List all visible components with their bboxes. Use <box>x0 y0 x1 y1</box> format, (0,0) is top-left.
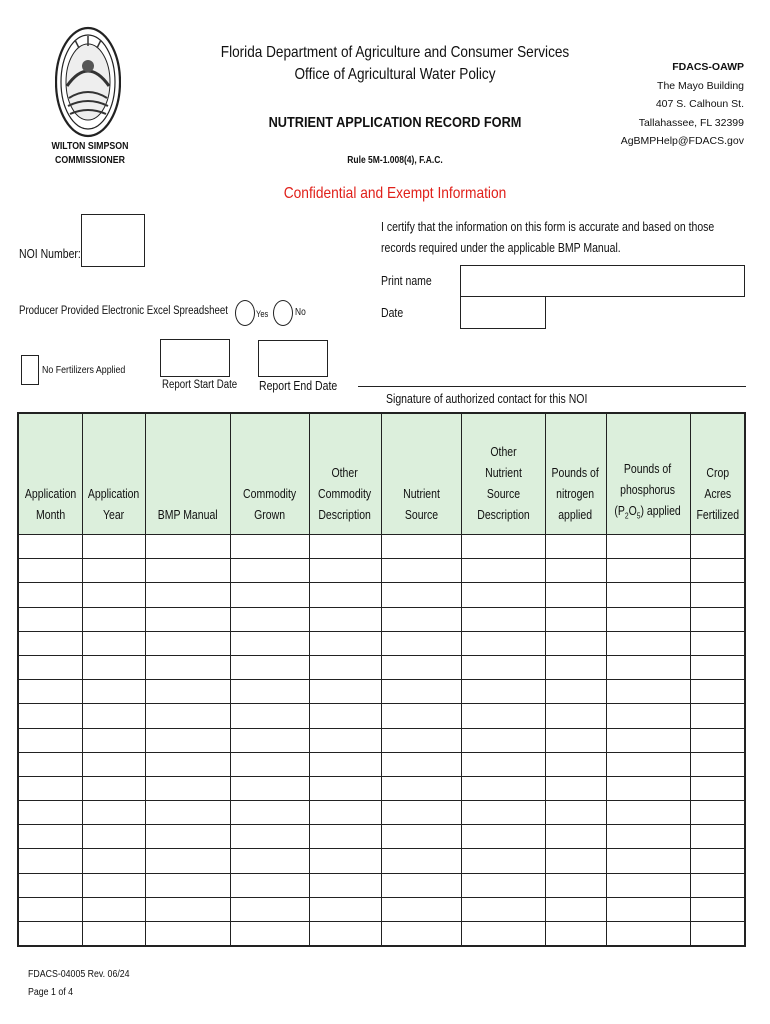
table-cell[interactable] <box>145 704 230 728</box>
office-name: Office of Agricultural Water Policy <box>294 66 496 83</box>
table-cell[interactable] <box>606 776 690 800</box>
rule-reference: Rule 5M-1.008(4), F.A.C. <box>347 155 443 166</box>
table-cell[interactable] <box>381 655 461 679</box>
table-header-row <box>18 413 745 535</box>
table-cell[interactable] <box>309 704 381 728</box>
table-cell[interactable] <box>381 825 461 849</box>
table-cell[interactable] <box>545 680 606 704</box>
table-cell[interactable] <box>606 583 690 607</box>
table-cell[interactable] <box>82 704 145 728</box>
certification-text: I certify that the information on this form is accurate and based on those records required under the applicable BMP Manual. <box>381 220 715 255</box>
col-bmp-manual: BMP Manual <box>145 413 230 535</box>
table-cell[interactable] <box>606 728 690 752</box>
department-heading <box>195 42 595 86</box>
table-cell[interactable] <box>545 776 606 800</box>
table-cell[interactable] <box>82 728 145 752</box>
table-row <box>18 607 745 631</box>
table-cell[interactable] <box>230 801 309 825</box>
table-cell[interactable] <box>18 559 82 583</box>
table-cell[interactable] <box>690 752 745 776</box>
print-name-label: Print name <box>381 274 432 288</box>
table-cell[interactable] <box>230 607 309 631</box>
table-cell[interactable] <box>18 631 82 655</box>
table-cell[interactable] <box>690 535 745 559</box>
table-cell[interactable] <box>145 728 230 752</box>
table-row <box>18 655 745 679</box>
table-cell[interactable] <box>82 849 145 873</box>
table-cell[interactable] <box>461 607 545 631</box>
table-cell[interactable] <box>82 825 145 849</box>
report-start-date-field[interactable] <box>160 339 230 377</box>
table-cell[interactable] <box>230 728 309 752</box>
no-fertilizers-checkbox[interactable] <box>21 355 39 385</box>
date-field[interactable] <box>460 296 546 329</box>
table-cell[interactable] <box>690 825 745 849</box>
table-cell[interactable] <box>690 801 745 825</box>
table-cell[interactable] <box>461 922 545 947</box>
table-cell[interactable] <box>230 873 309 897</box>
table-cell[interactable] <box>461 559 545 583</box>
table-cell[interactable] <box>545 607 606 631</box>
col-crop-acres-fertilized: Crop Acres Fertilized <box>690 413 745 535</box>
col-other-commodity-description: Other Commodity Description <box>309 413 381 535</box>
table-cell[interactable] <box>461 752 545 776</box>
table-cell[interactable] <box>606 873 690 897</box>
table-cell[interactable] <box>545 535 606 559</box>
table-cell[interactable] <box>381 607 461 631</box>
signature-line[interactable] <box>358 386 746 387</box>
table-cell[interactable] <box>18 922 82 947</box>
table-cell[interactable] <box>82 752 145 776</box>
table-cell[interactable] <box>18 873 82 897</box>
nutrient-records-table <box>17 412 746 947</box>
table-cell[interactable] <box>309 897 381 921</box>
table-cell[interactable] <box>461 897 545 921</box>
table-cell[interactable] <box>145 631 230 655</box>
spreadsheet-label: Producer Provided Electronic Excel Spreadsheet <box>19 305 228 317</box>
table-cell[interactable] <box>461 825 545 849</box>
table-cell[interactable] <box>545 801 606 825</box>
table-cell[interactable] <box>461 776 545 800</box>
table-cell[interactable] <box>82 873 145 897</box>
table-cell[interactable] <box>145 825 230 849</box>
form-title: NUTRIENT APPLICATION RECORD FORM <box>268 114 522 131</box>
table-cell[interactable] <box>606 559 690 583</box>
table-row <box>18 873 745 897</box>
table-cell[interactable] <box>18 776 82 800</box>
table-cell[interactable] <box>230 655 309 679</box>
fdacs-seal-logo <box>55 26 121 138</box>
table-cell[interactable] <box>606 801 690 825</box>
table-cell[interactable] <box>309 825 381 849</box>
table-row <box>18 728 745 752</box>
table-cell[interactable] <box>18 535 82 559</box>
table-cell[interactable] <box>18 680 82 704</box>
table-cell[interactable] <box>606 752 690 776</box>
table-cell[interactable] <box>545 631 606 655</box>
signature-label: Signature of authorized contact for this NOI <box>386 392 588 406</box>
table-cell[interactable] <box>145 897 230 921</box>
confidential-notice: Confidential and Exempt Information <box>283 185 507 202</box>
table-cell[interactable] <box>145 752 230 776</box>
table-cell[interactable] <box>461 655 545 679</box>
table-cell[interactable] <box>690 776 745 800</box>
table-cell[interactable] <box>309 655 381 679</box>
table-cell[interactable] <box>381 559 461 583</box>
report-end-date-field[interactable] <box>258 340 328 377</box>
table-cell[interactable] <box>606 535 690 559</box>
table-cell[interactable] <box>82 583 145 607</box>
table-cell[interactable] <box>18 897 82 921</box>
table-cell[interactable] <box>309 631 381 655</box>
table-cell[interactable] <box>606 704 690 728</box>
table-cell[interactable] <box>230 825 309 849</box>
address-block <box>544 58 744 151</box>
table-row <box>18 535 745 559</box>
table-cell[interactable] <box>18 825 82 849</box>
table-cell[interactable] <box>690 631 745 655</box>
form-number: FDACS-04005 Rev. 06/24 <box>28 969 130 980</box>
noi-number-field[interactable] <box>81 214 145 267</box>
table-cell[interactable] <box>606 849 690 873</box>
table-cell[interactable] <box>82 535 145 559</box>
table-cell[interactable] <box>309 849 381 873</box>
table-cell[interactable] <box>606 825 690 849</box>
table-cell[interactable] <box>381 897 461 921</box>
table-cell[interactable] <box>461 801 545 825</box>
col-pounds-phosphorus: Pounds of phosphorus $(P_2O_5)$ applied <box>606 413 690 535</box>
table-cell[interactable] <box>381 752 461 776</box>
table-cell[interactable] <box>461 680 545 704</box>
table-cell[interactable] <box>230 849 309 873</box>
table-cell[interactable] <box>145 922 230 947</box>
table-cell[interactable] <box>309 559 381 583</box>
table-cell[interactable] <box>461 535 545 559</box>
table-cell[interactable] <box>145 776 230 800</box>
table-cell[interactable] <box>606 897 690 921</box>
table-cell[interactable] <box>82 559 145 583</box>
table-cell[interactable] <box>309 680 381 704</box>
table-row <box>18 801 745 825</box>
page-number: Page 1 of 4 <box>28 987 74 998</box>
table-cell[interactable] <box>461 583 545 607</box>
table-cell[interactable] <box>545 873 606 897</box>
table-cell[interactable] <box>545 849 606 873</box>
table-cell[interactable] <box>18 607 82 631</box>
table-cell[interactable] <box>145 535 230 559</box>
table-cell[interactable] <box>230 922 309 947</box>
table-cell[interactable] <box>18 728 82 752</box>
table-row <box>18 776 745 800</box>
table-cell[interactable] <box>309 583 381 607</box>
table-cell[interactable] <box>381 849 461 873</box>
table-cell[interactable] <box>606 922 690 947</box>
address-city: Tallahassee, FL 32399 <box>638 116 744 129</box>
table-cell[interactable] <box>309 922 381 947</box>
col-nutrient-source: Nutrient Source <box>381 413 461 535</box>
table-cell[interactable] <box>606 655 690 679</box>
table-cell[interactable] <box>145 559 230 583</box>
table-cell[interactable] <box>145 873 230 897</box>
table-cell[interactable] <box>545 559 606 583</box>
table-cell[interactable] <box>461 704 545 728</box>
table-row <box>18 897 745 921</box>
table-cell[interactable] <box>145 849 230 873</box>
table-cell[interactable] <box>230 776 309 800</box>
table-row <box>18 849 745 873</box>
report-start-date-label: Report Start Date <box>162 379 238 391</box>
table-cell[interactable] <box>145 583 230 607</box>
address-email: AgBMPHelp@FDACS.gov <box>620 135 744 147</box>
table-cell[interactable] <box>461 631 545 655</box>
yes-radio[interactable] <box>235 300 255 326</box>
table-cell[interactable] <box>18 704 82 728</box>
table-cell[interactable] <box>690 849 745 873</box>
table-cell[interactable] <box>309 752 381 776</box>
no-radio[interactable] <box>273 300 293 326</box>
table-cell[interactable] <box>82 680 145 704</box>
table-cell[interactable] <box>82 897 145 921</box>
table-cell[interactable] <box>381 680 461 704</box>
table-cell[interactable] <box>381 583 461 607</box>
address-agency: FDACS-OAWP <box>672 61 744 73</box>
col-commodity-grown: Commodity Grown <box>230 413 309 535</box>
table-row <box>18 559 745 583</box>
table-cell[interactable] <box>145 655 230 679</box>
table-cell[interactable] <box>18 583 82 607</box>
commissioner-name: WILTON SIMPSON <box>51 141 129 152</box>
table-cell[interactable] <box>145 680 230 704</box>
table-cell[interactable] <box>82 607 145 631</box>
table-cell[interactable] <box>309 873 381 897</box>
table-cell[interactable] <box>545 728 606 752</box>
table-cell[interactable] <box>606 631 690 655</box>
table-cell[interactable] <box>18 752 82 776</box>
table-cell[interactable] <box>690 897 745 921</box>
table-row <box>18 922 745 947</box>
table-cell[interactable] <box>145 607 230 631</box>
table-cell[interactable] <box>18 801 82 825</box>
noi-number-label: NOI Number: <box>19 247 81 261</box>
table-cell[interactable] <box>309 728 381 752</box>
table-cell[interactable] <box>230 897 309 921</box>
table-cell[interactable] <box>145 801 230 825</box>
table-cell[interactable] <box>381 728 461 752</box>
table-cell[interactable] <box>545 897 606 921</box>
table-cell[interactable] <box>82 801 145 825</box>
table-cell[interactable] <box>18 655 82 679</box>
table-cell[interactable] <box>82 655 145 679</box>
table-cell[interactable] <box>18 849 82 873</box>
table-row <box>18 680 745 704</box>
table-cell[interactable] <box>309 776 381 800</box>
date-label: Date <box>381 306 404 320</box>
table-cell[interactable] <box>309 801 381 825</box>
table-cell[interactable] <box>690 704 745 728</box>
commissioner-title: COMMISSIONER <box>55 155 125 166</box>
table-cell[interactable] <box>545 825 606 849</box>
footer <box>28 966 130 1002</box>
table-cell[interactable] <box>381 704 461 728</box>
col-other-nutrient-source-description: Other Nutrient Source Description <box>461 413 545 535</box>
table-cell[interactable] <box>690 655 745 679</box>
table-cell[interactable] <box>230 535 309 559</box>
table-cell[interactable] <box>690 559 745 583</box>
table-row <box>18 752 745 776</box>
table-cell[interactable] <box>545 655 606 679</box>
table-cell[interactable] <box>690 583 745 607</box>
table-cell[interactable] <box>381 535 461 559</box>
yes-label: Yes <box>256 309 269 319</box>
table-cell[interactable] <box>230 631 309 655</box>
col-pounds-nitrogen: Pounds of nitrogen applied <box>545 413 606 535</box>
table-cell[interactable] <box>82 776 145 800</box>
table-cell[interactable] <box>230 704 309 728</box>
department-name: Florida Department of Agriculture and Consumer Services <box>220 44 570 61</box>
print-name-field[interactable] <box>460 265 745 297</box>
address-street: 407 S. Calhoun St. <box>655 98 744 110</box>
table-cell[interactable] <box>461 849 545 873</box>
col-application-year: Application Year <box>82 413 145 535</box>
table-cell[interactable] <box>461 873 545 897</box>
table-cell[interactable] <box>381 776 461 800</box>
report-end-date-label: Report End Date <box>259 379 338 393</box>
table-cell[interactable] <box>545 752 606 776</box>
col-application-month: Application Month <box>18 413 82 535</box>
table-cell[interactable] <box>381 873 461 897</box>
table-cell[interactable] <box>545 922 606 947</box>
table-cell[interactable] <box>690 922 745 947</box>
table-cell[interactable] <box>461 728 545 752</box>
table-cell[interactable] <box>381 631 461 655</box>
table-cell[interactable] <box>545 583 606 607</box>
table-cell[interactable] <box>606 680 690 704</box>
table-cell[interactable] <box>230 559 309 583</box>
table-cell[interactable] <box>230 680 309 704</box>
table-cell[interactable] <box>545 704 606 728</box>
no-fertilizers-label: No Fertilizers Applied <box>42 364 126 376</box>
table-cell[interactable] <box>381 922 461 947</box>
table-row <box>18 704 745 728</box>
table-row <box>18 583 745 607</box>
table-cell[interactable] <box>690 607 745 631</box>
table-cell[interactable] <box>82 922 145 947</box>
table-cell[interactable] <box>690 680 745 704</box>
no-label: No <box>295 307 306 318</box>
table-cell[interactable] <box>381 801 461 825</box>
table-cell[interactable] <box>690 728 745 752</box>
table-cell[interactable] <box>606 607 690 631</box>
address-building: The Mayo Building <box>657 79 744 92</box>
table-cell[interactable] <box>82 631 145 655</box>
commissioner-block <box>28 140 151 168</box>
table-cell[interactable] <box>690 873 745 897</box>
table-row <box>18 825 745 849</box>
table-cell[interactable] <box>230 583 309 607</box>
table-cell[interactable] <box>309 607 381 631</box>
table-cell[interactable] <box>230 752 309 776</box>
table-cell[interactable] <box>309 535 381 559</box>
table-row <box>18 631 745 655</box>
